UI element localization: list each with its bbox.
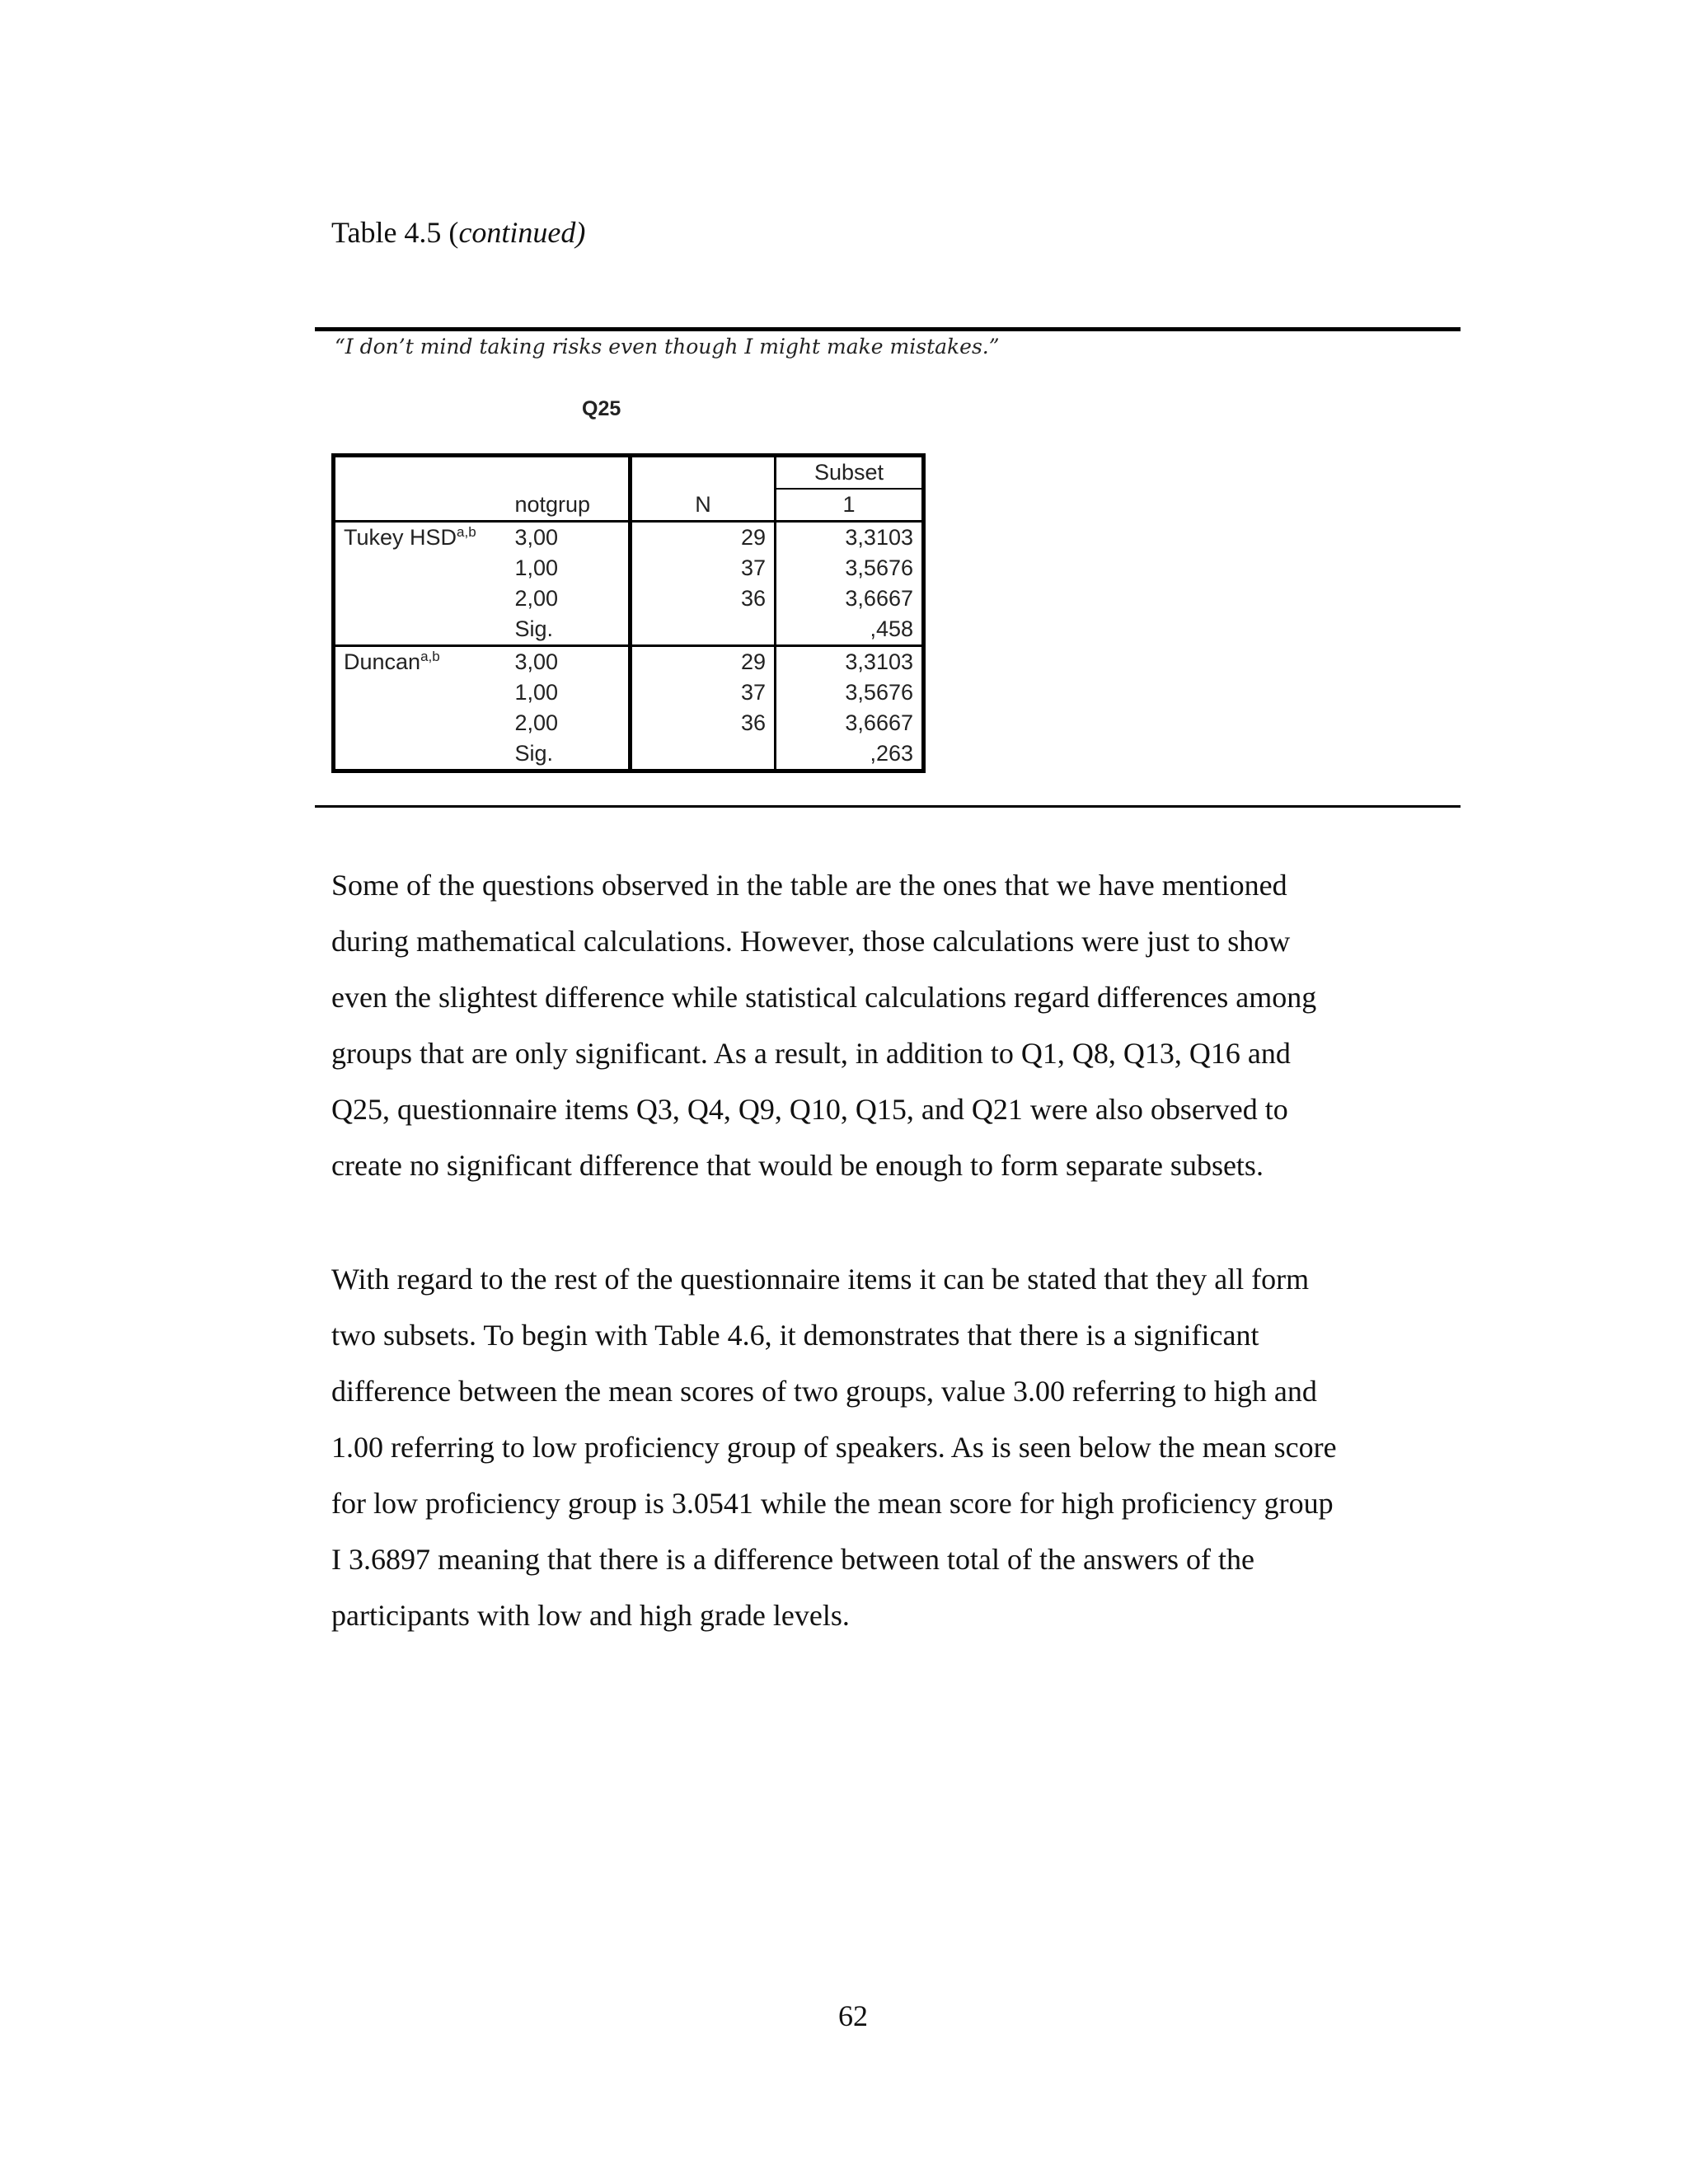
method-label <box>334 646 507 678</box>
table-row <box>334 522 924 554</box>
table-row <box>334 583 924 614</box>
method-name: Tukey HSD <box>344 525 457 550</box>
paragraph-line: 1.00 referring to low proficiency group of speakers. As is seen below the mean score <box>331 1431 1337 1464</box>
mean-cell: 3,5676 <box>776 553 924 583</box>
sig-label-cell: Sig. <box>514 741 554 766</box>
paragraph-line: groups that are only significant. As a result, in addition to Q1, Q8, Q13, Q16 and <box>331 1037 1291 1070</box>
table-row <box>334 708 924 738</box>
paragraph-line: Some of the questions observed in the table are the ones that we have mentioned <box>331 869 1287 902</box>
group-cell: 1,00 <box>514 555 559 580</box>
n-cell: 37 <box>631 677 776 708</box>
n-cell: 29 <box>631 646 776 678</box>
subset-number-header: 1 <box>776 489 924 522</box>
table-header-row-1 <box>334 456 924 490</box>
group-cell: 2,00 <box>514 586 559 611</box>
paragraph-line: difference between the mean scores of two groups, value 3.00 referring to high and <box>331 1375 1317 1408</box>
empty-cell <box>334 677 507 708</box>
subset-header: Subset <box>776 456 924 490</box>
paragraph-line: participants with low and high grade levels. <box>331 1599 850 1632</box>
sig-value-cell: ,458 <box>776 614 924 646</box>
body-paragraph-2 <box>331 1251 1469 1643</box>
table-row <box>334 677 924 708</box>
paragraph-line: even the slightest difference while statistical calculations regard differences among <box>331 981 1317 1014</box>
page-number: 62 <box>838 1999 868 2032</box>
table-bottom-rule <box>315 805 1461 808</box>
paragraph-line: during mathematical calculations. However, those calculations were just to show <box>331 925 1291 958</box>
paragraph-line: create no significant difference that would be enough to form separate subsets. <box>331 1149 1264 1182</box>
table-row <box>334 614 924 646</box>
posthoc-table <box>331 453 926 773</box>
group-cell: 1,00 <box>514 680 559 705</box>
sig-value-cell: ,263 <box>776 738 924 771</box>
empty-cell <box>334 614 507 646</box>
group-cell: 3,00 <box>514 525 559 550</box>
mean-cell: 3,3103 <box>776 522 924 554</box>
header-empty-cell <box>334 489 507 522</box>
continued-label: continued) <box>458 216 586 249</box>
method-name: Duncan <box>344 649 421 674</box>
body-paragraph-1 <box>331 857 1469 1193</box>
empty-cell <box>334 553 507 583</box>
paragraph-line: for low proficiency group is 3.0541 while the mean score for high proficiency group <box>331 1487 1334 1520</box>
n-cell: 36 <box>631 708 776 738</box>
mean-cell: 3,6667 <box>776 583 924 614</box>
method-superscript: a,b <box>457 524 476 540</box>
sig-label-cell: Sig. <box>507 614 631 646</box>
table-caption <box>331 213 585 252</box>
n-cell: 37 <box>631 553 776 583</box>
header-empty-cell <box>507 456 631 490</box>
table-header-row-2 <box>334 489 924 522</box>
table-row <box>334 646 924 678</box>
question-title: Q25 <box>582 397 621 420</box>
header-empty-cell <box>631 456 776 490</box>
n-cell <box>631 738 776 771</box>
group-cell: 2,00 <box>514 710 559 735</box>
paragraph-line: I 3.6897 meaning that there is a difference between total of the answers of the <box>331 1543 1254 1576</box>
n-cell: 36 <box>631 583 776 614</box>
table-row <box>334 738 924 771</box>
header-empty-cell <box>334 456 507 490</box>
mean-cell: 3,5676 <box>776 677 924 708</box>
table-label: Table 4.5 ( <box>331 216 459 249</box>
table-row <box>334 553 924 583</box>
empty-cell <box>334 583 507 614</box>
paragraph-line: With regard to the rest of the questionnaire items it can be stated that they all form <box>331 1263 1310 1296</box>
empty-cell <box>334 738 507 771</box>
paragraph-line: two subsets. To begin with Table 4.6, it demonstrates that there is a significant <box>331 1319 1259 1352</box>
group-cell: 3,00 <box>514 649 559 674</box>
question-quote: “I don’t mind taking risks even though I might make mistakes.” <box>335 335 1000 359</box>
paragraph-line: Q25, questionnaire items Q3, Q4, Q9, Q10, Q15, and Q21 were also observed to <box>331 1093 1288 1126</box>
method-superscript: a,b <box>420 649 440 664</box>
mean-cell: 3,3103 <box>776 646 924 678</box>
n-cell <box>631 614 776 646</box>
table-top-rule <box>315 327 1461 331</box>
method-label <box>334 522 507 554</box>
n-cell: 29 <box>631 522 776 554</box>
n-column-header: N <box>631 489 776 522</box>
empty-cell <box>334 708 507 738</box>
group-column-header: notgrup <box>507 489 631 522</box>
mean-cell: 3,6667 <box>776 708 924 738</box>
